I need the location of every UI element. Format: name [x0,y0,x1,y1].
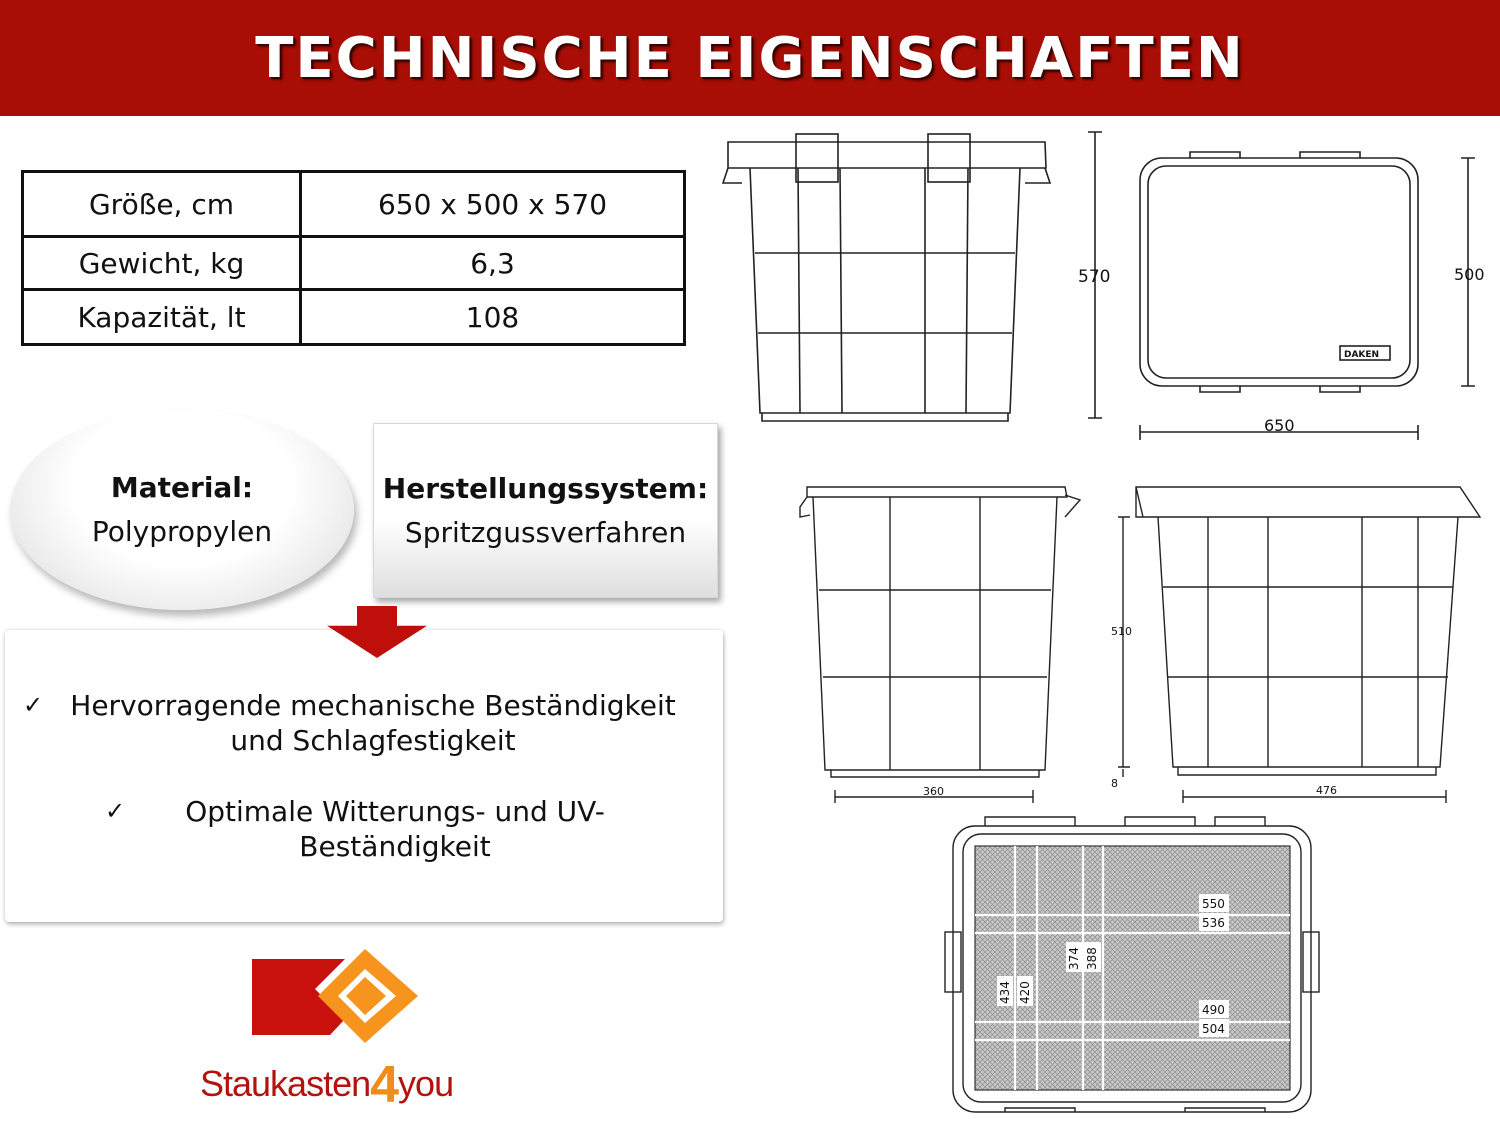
dim-label: 570 [1078,267,1111,287]
benefit-line: Optimale Witterungs- und UV- [185,795,605,828]
dim-label: 500 [1454,265,1485,284]
checkmark-icon: ✓ [105,797,126,825]
dim-label: 374 [1067,947,1081,970]
dim-label: 490 [1202,1003,1225,1017]
table-row [23,290,685,345]
manufacturing-value: Spritzgussverfahren [404,515,687,549]
dim-label: 360 [923,785,944,798]
long-view-drawing [1108,475,1500,805]
spec-value: 650 x 500 x 570 [301,172,685,237]
manufacturing-title: Herstellungssystem: [382,471,709,505]
dim-label: 388 [1085,947,1099,970]
box-body [750,168,1020,413]
benefit-line: Hervorragende mechanische Beständigkeit [70,689,676,722]
spec-label: Größe, cm [23,172,301,237]
manufacturing-box [373,423,718,598]
benefit-line: und Schlagfestigkeit [230,724,516,757]
material-bubble [10,410,354,610]
dim-label: 504 [1202,1022,1225,1036]
dim-label: 420 [1018,981,1032,1004]
spec-value: 6,3 [301,237,685,290]
dim-label: 536 [1202,916,1225,930]
spec-label: Kapazität, lt [23,290,301,345]
dim-label: 550 [1202,897,1225,911]
interior-view-drawing [945,812,1325,1117]
mesh-floor [975,846,1290,1090]
checkmark-icon: ✓ [23,691,44,719]
benefits-panel [5,630,723,922]
material-title: Material: [110,471,254,504]
dim-label: 434 [998,981,1012,1004]
top-view-drawing [1130,150,1490,440]
benefit-line: Beständigkeit [299,830,491,863]
dim-label: 510 [1111,625,1132,638]
spec-label: Gewicht, kg [23,237,301,290]
dim-label: 476 [1316,784,1337,797]
table-row [23,172,685,237]
page-title: TECHNISCHE EIGENSCHAFTEN [255,25,1245,91]
specs-table [21,170,686,346]
benefit-item [23,688,723,758]
lid [728,142,1046,168]
dim-label: 8 [1111,777,1118,790]
table-row [23,237,685,290]
header-banner [0,0,1500,116]
logo-wordmark: Staukasten4you [200,1056,454,1114]
front-view-drawing [720,128,1130,428]
brand-label: DAKEN [1344,350,1380,360]
spec-value: 108 [301,290,685,345]
material-value: Polypropylen [91,515,273,548]
dim-label: 650 [1264,416,1295,435]
benefit-item [105,794,685,864]
side-view-drawing [795,475,1095,805]
